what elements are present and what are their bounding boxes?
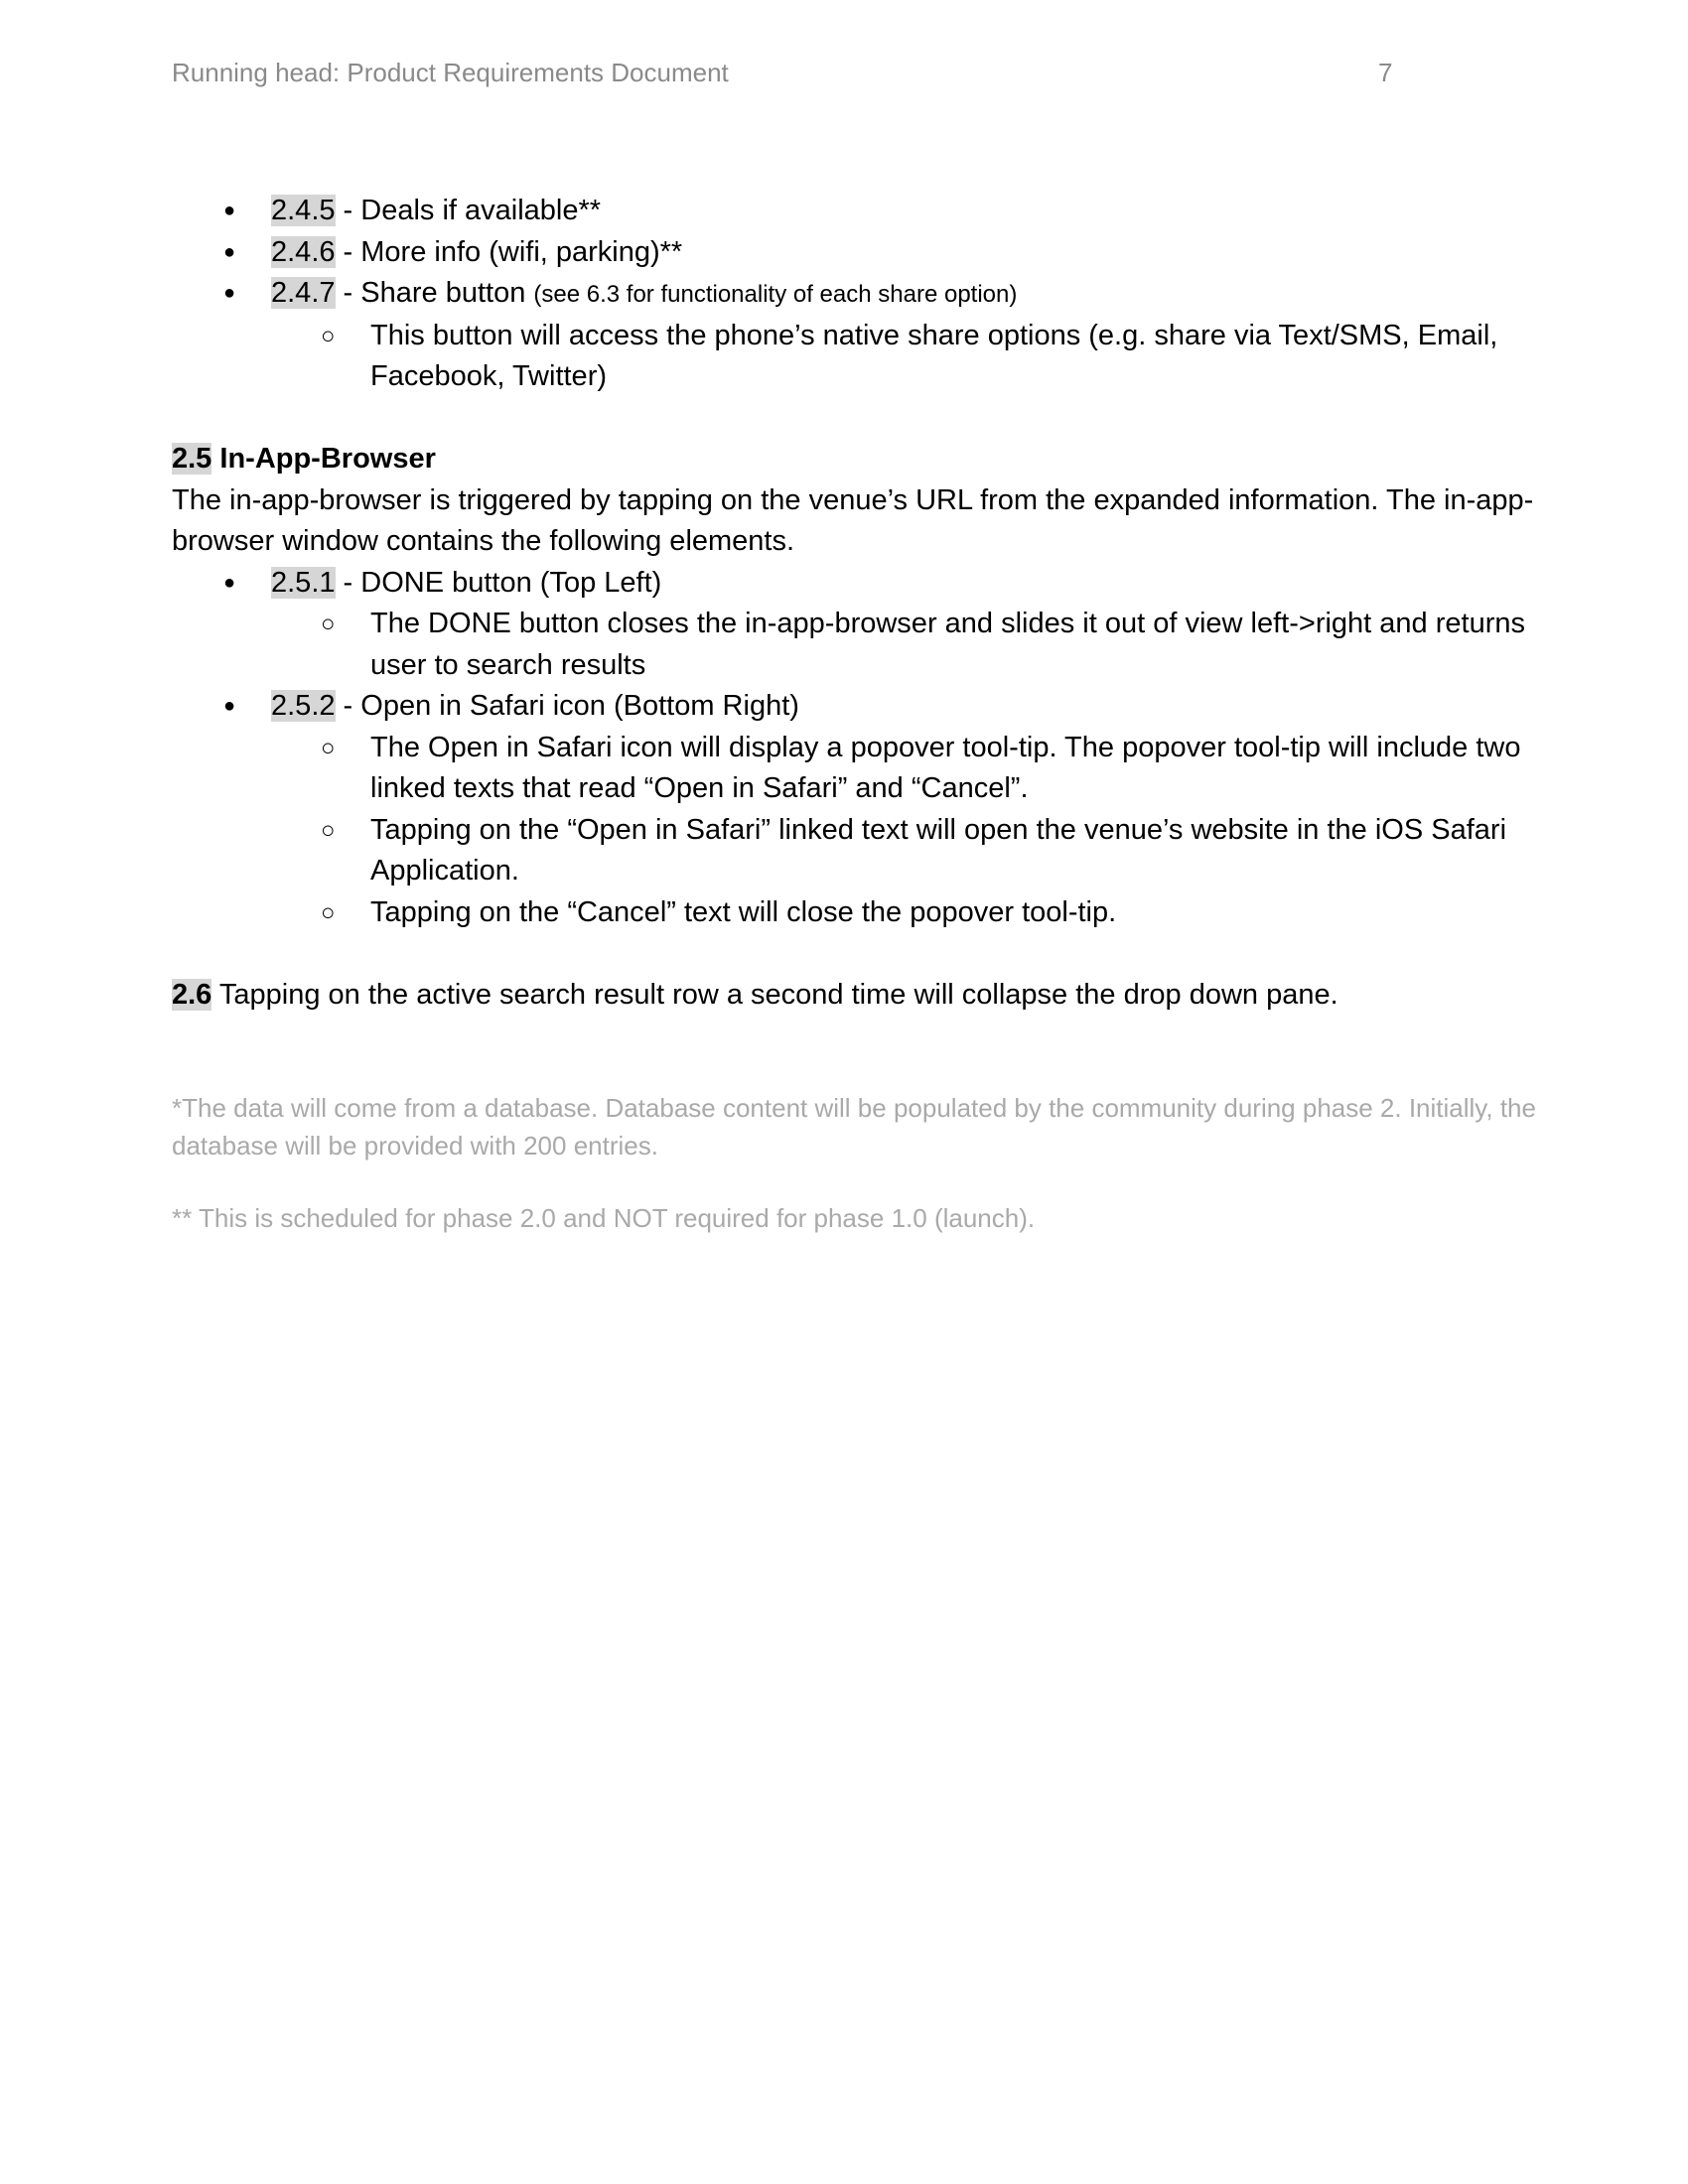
bullet-icon: ● — [223, 695, 236, 717]
sub-list — [271, 316, 1562, 398]
item-text: - Share button — [335, 277, 534, 309]
item-number: 2.4.6 — [271, 235, 336, 268]
section-intro: The in-app-browser is triggered by tapping on the venue’s URL from the expanded information. The in-app-browser window contains the following elements. — [172, 483, 1534, 557]
sub-list-item — [271, 604, 1562, 686]
section-number: 2.5 — [172, 443, 212, 475]
bullet-icon: ● — [223, 571, 236, 594]
sub-item-text: The Open in Safari icon will display a popover tool-tip. The popover tool-tip will include two linked texts that read “Open in Safari” and “Cancel”. — [370, 731, 1521, 804]
sub-item-text: Tapping on the “Open in Safari” linked text will open the venue’s website in the iOS Safari Application. — [370, 813, 1507, 887]
item-text: - Deals if available** — [335, 195, 602, 226]
spacer — [172, 398, 1562, 440]
circle-bullet-icon: ○ — [321, 734, 336, 761]
section-2-6 — [172, 975, 1562, 1017]
sub-list-item — [271, 810, 1562, 892]
item-text: - Open in Safari icon (Bottom Right) — [335, 690, 799, 722]
circle-bullet-icon: ○ — [321, 322, 336, 349]
footnote-2: ** This is scheduled for phase 2.0 and NOT required for phase 1.0 (launch). — [172, 1203, 1036, 1233]
section-number: 2.6 — [172, 978, 212, 1011]
spacer — [172, 933, 1562, 975]
item-number: 2.4.5 — [271, 195, 336, 226]
bullet-icon: ● — [223, 240, 236, 263]
list-item-2-5-1 — [172, 563, 1562, 687]
requirements-list-2-4 — [172, 191, 1562, 398]
requirements-list-2-5 — [172, 563, 1562, 934]
bullet-icon: ● — [223, 282, 236, 304]
list-item-2-4-5 — [172, 191, 1562, 232]
item-number: 2.5.1 — [271, 566, 336, 599]
item-text: - More info (wifi, parking)** — [335, 235, 683, 268]
sub-item-text: The DONE button closes the in-app-browser and slides it out of view left->right and returns user to search results — [370, 608, 1525, 681]
section-text: Tapping on the active search result row a second time will collapse the drop down pane. — [211, 978, 1338, 1011]
list-item-2-5-2 — [172, 686, 1562, 933]
running-head: Running head: Product Requirements Document — [172, 58, 729, 87]
circle-bullet-icon: ○ — [321, 816, 336, 844]
section-heading-2-5 — [172, 439, 1562, 480]
page-number: 7 — [1378, 58, 1393, 87]
sub-item-text: This button will access the phone’s native share options (e.g. share via Text/SMS, Email, Facebook, Twitter) — [370, 319, 1498, 392]
bullet-icon: ● — [223, 200, 236, 221]
sub-list-item — [271, 728, 1562, 810]
item-text: - DONE button (Top Left) — [335, 566, 662, 599]
circle-bullet-icon: ○ — [321, 611, 336, 637]
spacer — [172, 1016, 1562, 1090]
sub-list — [271, 728, 1562, 934]
item-note: (see 6.3 for functionality of each share option) — [533, 281, 1018, 308]
sub-item-text: Tapping on the “Cancel” text will close the popover tool-tip. — [370, 895, 1117, 928]
section-title: In-App-Browser — [211, 443, 436, 475]
list-item-2-4-6 — [172, 232, 1562, 274]
sub-list-item — [271, 892, 1562, 934]
sub-list-item — [271, 316, 1562, 398]
footnote-1: *The data will come from a database. Database content will be populated by the community during phase 2. Initially, the database will be provided with 200 entries. — [172, 1093, 1536, 1160]
circle-bullet-icon: ○ — [321, 898, 336, 926]
document-body — [172, 191, 1562, 1238]
sub-list — [271, 604, 1562, 686]
spacer — [172, 1164, 1562, 1200]
list-item-2-4-7 — [172, 273, 1562, 398]
item-number: 2.5.2 — [271, 690, 336, 722]
item-number: 2.4.7 — [271, 277, 336, 309]
